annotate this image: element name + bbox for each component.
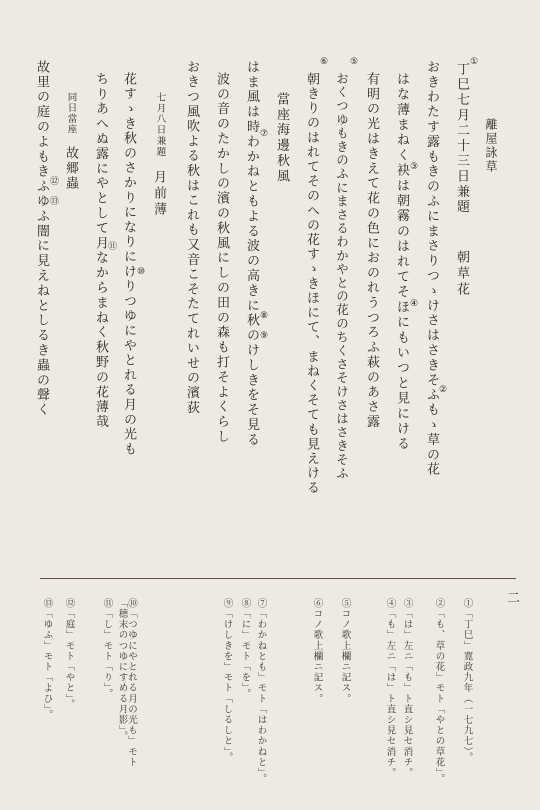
poem-2-1: はま風は時わかねともよる波の高きに秋のけしきをそ見る xyxy=(244,60,259,448)
poem-1-4: おくつゆもきのふにまさるわかやとの花のちくさそけさはさきそふ xyxy=(334,72,350,480)
footnote-8: ⑧「に」モト「を」。 xyxy=(239,598,251,700)
poem-1-5: 朝きりのはれてそのへの花すゝきほにて、まねくそても見えける xyxy=(304,72,319,496)
note-mark-4: ④ xyxy=(410,299,419,309)
poem-1-2: はな薄まねく袂は朝霧のはれてそほにもいつと見にける xyxy=(394,72,409,452)
note-mark-7: ⑦ xyxy=(260,129,269,139)
footnote-11: ⑪「し」モト「り」。 xyxy=(101,598,113,700)
footnote-9: ⑨「けしきを」モト「しるしと」。 xyxy=(221,598,233,763)
poem-3-2: ちりあへぬ露にやとして月なからまねく秋野の花薄哉 xyxy=(93,72,108,430)
heading-date-3: 七月八日兼題 xyxy=(154,92,166,158)
heading-topic-2: 當座海邊秋風 xyxy=(274,92,289,185)
footnote-4: ④「も」左ニ「は」ト直シ見セ消チ。 xyxy=(384,598,396,779)
note-mark-6: ⑥ xyxy=(320,57,329,67)
note-mark-13: ⑬ xyxy=(50,197,60,207)
footnote-5: ⑤コノ歌上欄ニ記ス。 xyxy=(339,598,351,704)
footnote-divider xyxy=(40,578,516,579)
section-title: 離屋詠草 xyxy=(484,118,498,174)
poem-1-3: 有明の光はきえて花の色におのれうつろふ萩のあさ露 xyxy=(364,72,379,430)
note-mark-9: ⑨ xyxy=(260,331,269,341)
footnote-12: ⑫「庭」モト「やと」。 xyxy=(63,598,75,710)
note-mark-11: ⑪ xyxy=(108,242,118,252)
poem-2-3: おきつ風吹よる秋はこれも又音こそたてれいせの濱荻 xyxy=(184,60,199,416)
footnote-6: ⑥コノ歌上欄ニ記ス。 xyxy=(311,598,323,704)
note-mark-5: ⑤ xyxy=(350,57,359,67)
page-number: 二 xyxy=(506,591,520,606)
heading-topic-3: 月前薄 xyxy=(151,170,166,218)
poem-2-2: 波の音のたかしの濱の秋風にしの田の森も打そよくらし xyxy=(214,72,229,445)
note-mark-8: ⑧ xyxy=(260,311,269,321)
note-mark-1: ① xyxy=(470,57,479,67)
footnote-3: ③「は」左ニ「も」ト直シ見セ消チ。 xyxy=(401,598,413,779)
footnote-13: ⑬「ゆふ」モト「よひ」。 xyxy=(41,598,53,721)
note-mark-2: ② xyxy=(439,385,448,395)
poem-3-1: 花すゝき秋のさかりになりにけりつゆにやとれる月の光も xyxy=(121,72,136,457)
note-mark-12: ⑫ xyxy=(50,177,60,187)
footnote-2: ②「も、草の花」モト「やとの草花」。 xyxy=(433,598,445,785)
footnote-10: ⑩「つゆにやとれる月の光も」モト「穂末のつゆにすめる月影」。 xyxy=(116,598,137,768)
heading-topic-1: 朝草花 xyxy=(454,250,469,298)
heading-topic-4: 故郷蟲 xyxy=(63,146,78,191)
footnote-7: ⑦「わかねとも」モト「はわかねと」。 xyxy=(255,598,267,785)
note-mark-10: ⑩ xyxy=(137,267,146,277)
poem-1-1: おきわたす露もきのふにまさりつゝけさはさきそふもゝ草の花 xyxy=(424,60,439,478)
footnote-1: ①「丁巳」寛政九年（一七九七）。 xyxy=(461,598,473,763)
poem-4-1: 故里の庭のよもきふゆふ闇に見えねとしるき蟲の聲く xyxy=(34,60,49,418)
heading-date-1: 丁巳七月二十三日兼題 xyxy=(454,62,469,215)
note-mark-3: ③ xyxy=(410,162,419,172)
heading-date-4: 同日當座 xyxy=(65,92,77,135)
